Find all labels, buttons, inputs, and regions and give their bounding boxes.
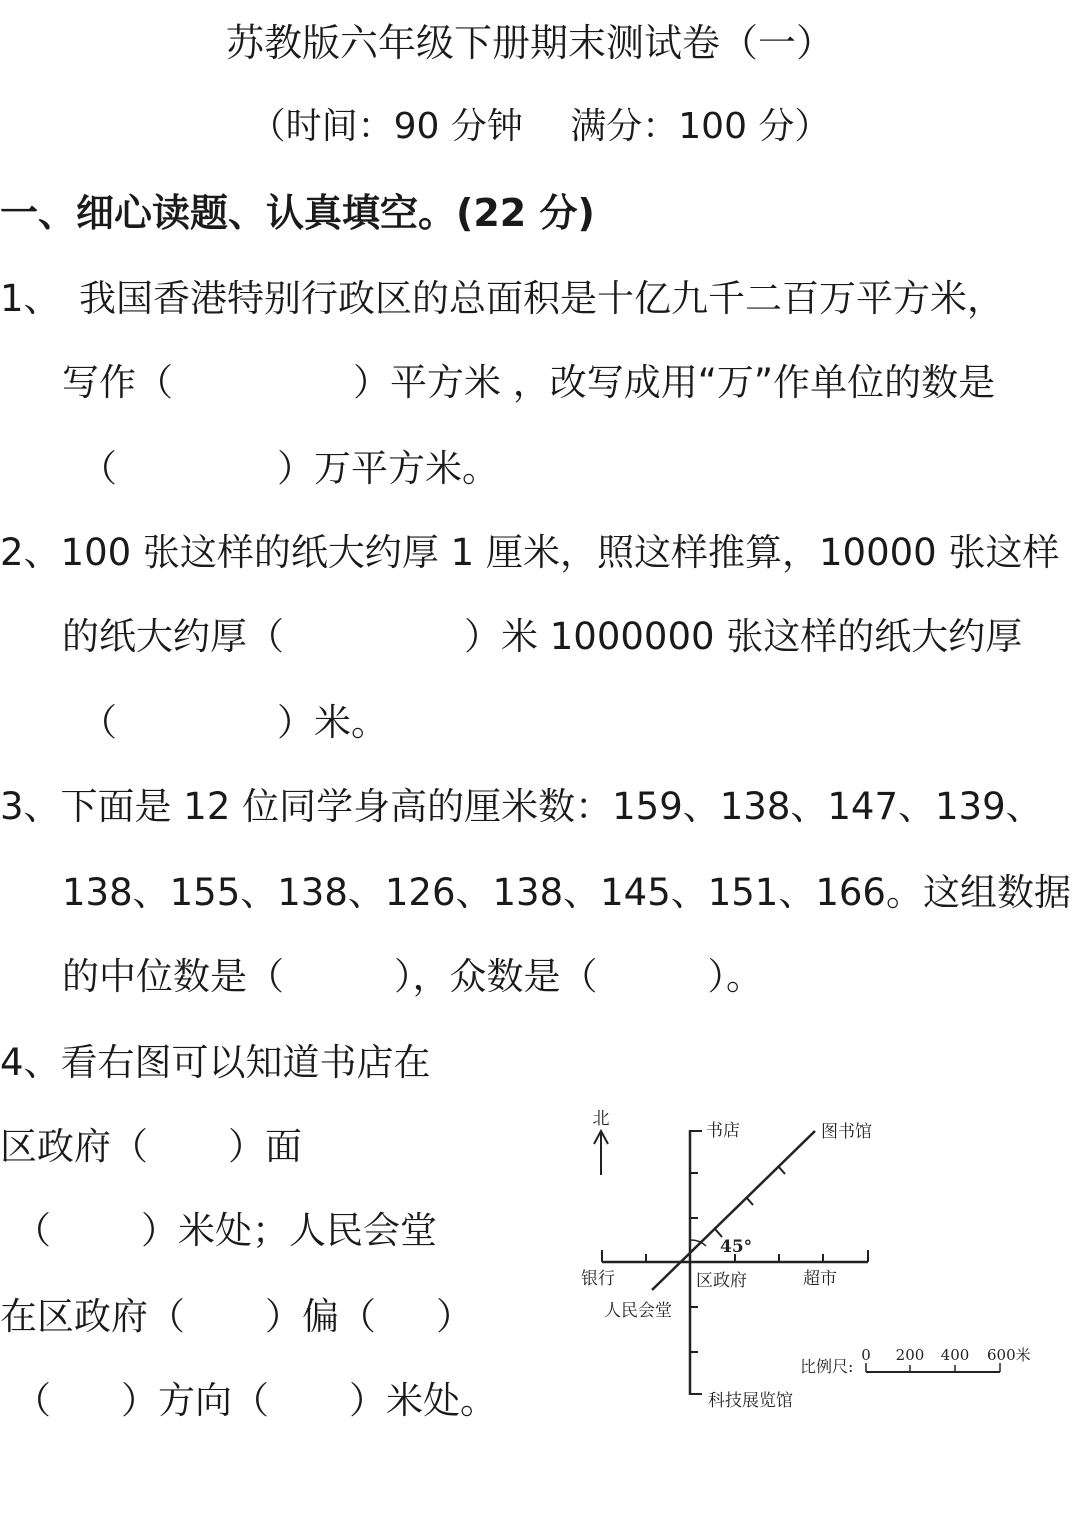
q3-text-a: 的中位数是（ <box>62 955 284 998</box>
scale-tick-label: 400 <box>940 1346 970 1364</box>
q1-text-d: ）万平方米。 <box>277 447 499 490</box>
q4-text-g: ） <box>436 1295 473 1338</box>
angle-label: 45° <box>720 1237 753 1257</box>
q2-text-d: ）米。 <box>277 701 388 744</box>
page-title: 苏教版六年级下册期末测试卷（一） <box>225 21 834 65</box>
scale-label: 比例尺: <box>800 1357 854 1376</box>
q4-line5 <box>14 1378 497 1424</box>
q1-text-a: 写作（ <box>62 361 173 404</box>
bookstore-label: 书店 <box>706 1121 740 1141</box>
q4-text-a: 区政府（ <box>0 1125 148 1168</box>
q1-line3 <box>80 446 499 492</box>
q3-line2: 138、155、138、126、138、145、151、166。这组数据 <box>62 871 1071 914</box>
q2-text-c: （ <box>80 701 117 744</box>
q4-line1: 4、看右图可以知道书店在 <box>0 1041 431 1084</box>
q4-text-j: ）米处。 <box>349 1379 497 1422</box>
q1-text-b: ）平方米 ，改写成用“万”作单位的数是 <box>353 361 996 404</box>
diag-tick <box>746 1197 753 1205</box>
q4-text-d: ）米处；人民会堂 <box>141 1209 437 1252</box>
supermarket-label: 超市 <box>803 1269 837 1289</box>
scale-tick-label: 200 <box>895 1346 925 1364</box>
library-label: 图书馆 <box>821 1122 872 1142</box>
q4-line2 <box>0 1124 302 1170</box>
diag-tick <box>778 1166 785 1174</box>
diagonal-line <box>652 1131 815 1290</box>
q4-text-i: ）方向（ <box>121 1379 269 1422</box>
q3-line3 <box>62 954 763 1000</box>
q1-line2 <box>62 360 995 406</box>
direction-map <box>575 1100 1080 1410</box>
q1-line1: 1、 我国香港特别行政区的总面积是十亿九千二百万平方米， <box>0 277 1005 320</box>
q4-text-b: ）面 <box>228 1125 302 1168</box>
diag-tick <box>715 1229 722 1237</box>
scale-tick-label: 0 <box>861 1346 871 1364</box>
bank-label: 银行 <box>581 1269 615 1289</box>
q4-text-c: （ <box>14 1209 51 1252</box>
q3-line1: 3、下面是 12 位同学身高的厘米数：159、138、147、139、 <box>0 785 1043 828</box>
q3-text-c: ）。 <box>707 955 763 998</box>
q2-text-a: 的纸大约厚（ <box>62 615 284 658</box>
section-heading: 一、细心读题、认真填空。(22 分) <box>0 191 595 235</box>
q4-line3 <box>14 1208 437 1254</box>
q4-line4 <box>0 1294 473 1340</box>
q4-text-h: （ <box>14 1379 51 1422</box>
q4-text-e: 在区政府（ <box>0 1295 185 1338</box>
q2-line3 <box>80 700 388 746</box>
hall-label: 人民会堂 <box>604 1301 672 1321</box>
scale-tick-label: 600米 <box>987 1346 1031 1364</box>
q2-text-b: ）米 1000000 张这样的纸大约厚 <box>464 615 1023 658</box>
q4-text-f: ）偏（ <box>265 1295 376 1338</box>
government-label: 区政府 <box>696 1271 747 1291</box>
north-label: 北 <box>592 1109 610 1129</box>
q2-line1: 2、100 张这样的纸大约厚 1 厘米，照这样推算，10000 张这样 <box>0 531 1060 574</box>
museum-label: 科技展览馆 <box>708 1391 793 1410</box>
q2-line2 <box>62 614 1022 660</box>
q1-text-c: （ <box>80 447 117 490</box>
q3-text-b: ），众数是（ <box>394 955 598 998</box>
exam-info: （时间：90 分钟 满分：100 分） <box>249 106 831 147</box>
